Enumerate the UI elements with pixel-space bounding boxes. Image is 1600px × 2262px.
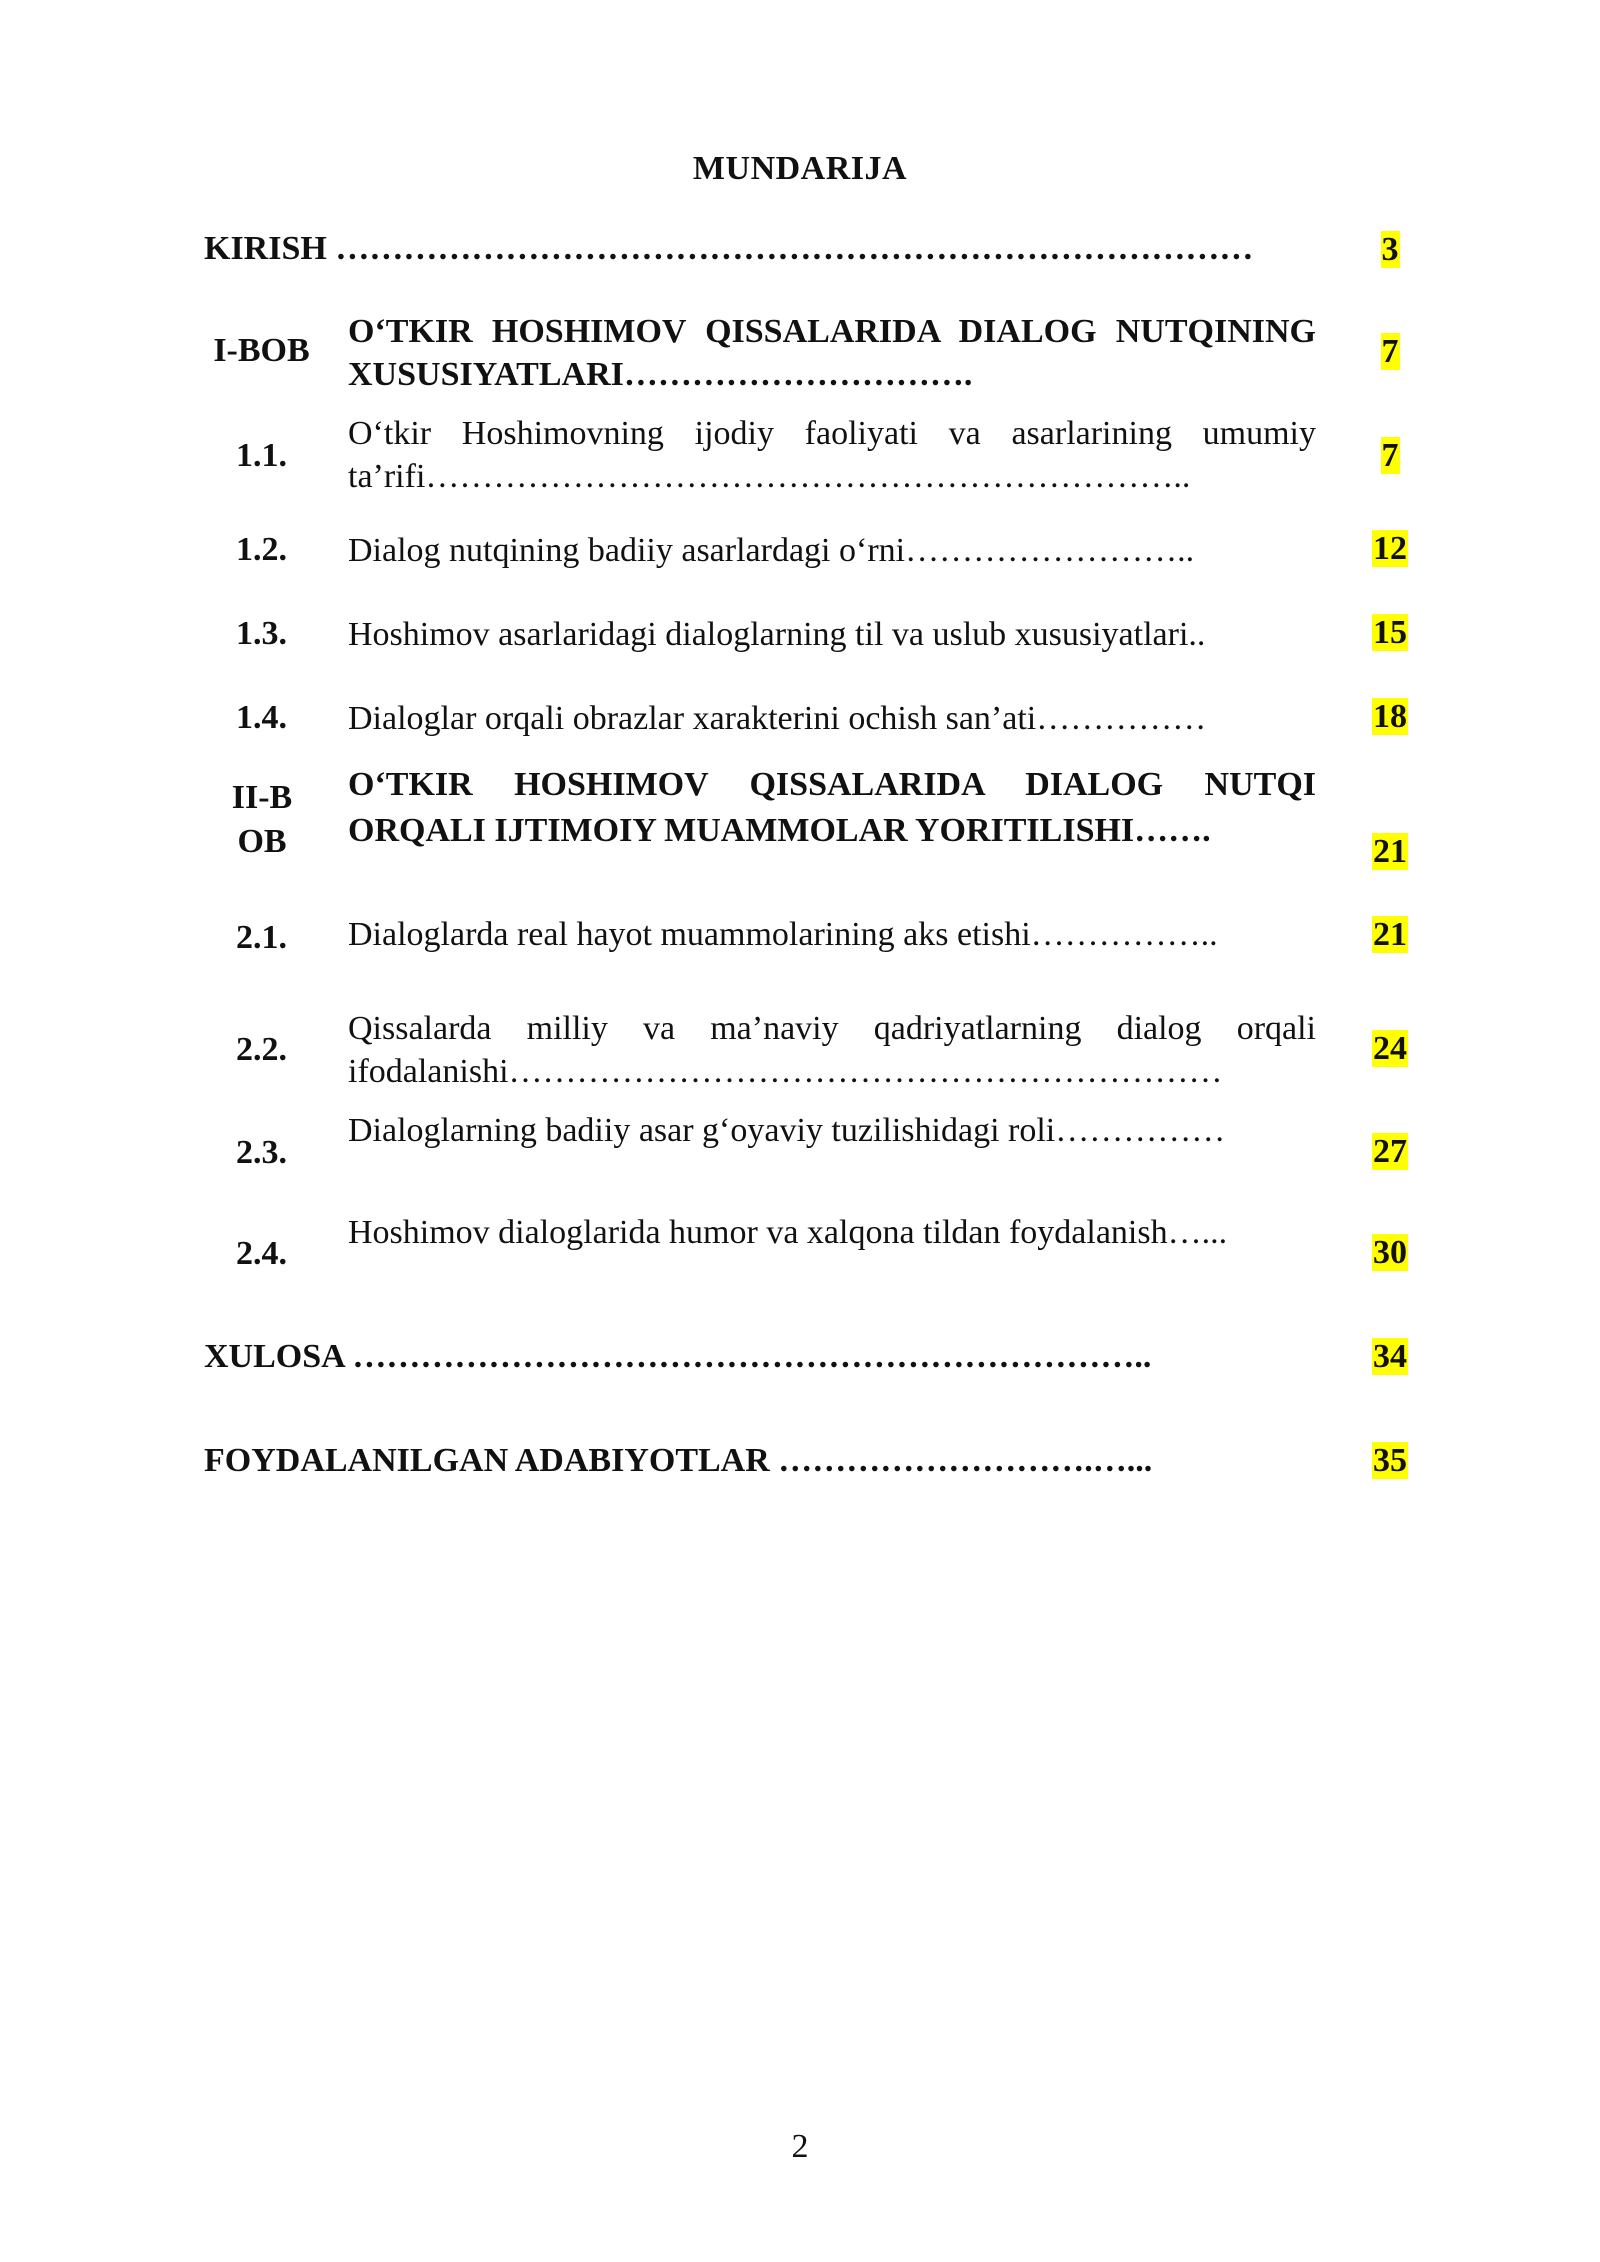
toc-entry-text: Hoshimov dialoglarida humor va xalqona tildan foydalanish…... xyxy=(348,1214,1228,1251)
toc-entry-text: O‘TKIR HOSHIMOV QISSALARIDA DIALOG NUTQI ORQALI IJTIMOIY MUAMMOLAR YORITILISHI……. xyxy=(348,766,1316,849)
toc-page-number: 12 xyxy=(1373,530,1407,567)
toc-entry-number: 2.1. xyxy=(236,919,287,956)
toc-page-number: 15 xyxy=(1373,614,1407,651)
toc-entry-text: Qissalarda milliy va ma’naviy qadriyatlarning dialog orqali ifodalanishi……………………………………………………… xyxy=(348,1010,1316,1090)
toc-entry-number: 2.3. xyxy=(236,1134,287,1171)
toc-page-number: 30 xyxy=(1373,1234,1407,1271)
toc-entry-text: KIRISH ……………………………………………………………………… xyxy=(204,230,1254,267)
toc-entry-number: 1.2. xyxy=(236,531,287,568)
toc-entry-text: Hoshimov asarlaridagi dialoglarning til va uslub xususiyatlari.. xyxy=(348,616,1206,653)
toc-entry-number: I-BOB xyxy=(213,332,310,369)
toc-page-number: 24 xyxy=(1373,1030,1407,1067)
toc-entry-text: FOYDALANILGAN ADABIYOTLAR ……………………….…... xyxy=(204,1442,1153,1479)
page-number: 2 xyxy=(791,2128,809,2165)
toc-page-number: 21 xyxy=(1373,916,1407,953)
toc-entry-number: 2.4. xyxy=(236,1235,287,1272)
toc-page-number: 35 xyxy=(1373,1442,1407,1479)
toc-entry-number: 1.3. xyxy=(236,615,287,652)
toc-page-number: 27 xyxy=(1373,1133,1407,1170)
toc-page-number: 34 xyxy=(1373,1338,1407,1375)
toc-entry-text: Dialoglarda real hayot muammolarining aks etishi…………….. xyxy=(348,916,1218,953)
toc-entry-text: XULOSA …………………………………………………………….. xyxy=(204,1338,1152,1375)
toc-entry-text: Dialog nutqining badiiy asarlardagi o‘rni…………………….. xyxy=(348,532,1195,569)
toc-entry-number: 2.2. xyxy=(236,1031,287,1068)
toc-page-number: 18 xyxy=(1373,698,1407,735)
toc-page-number: 21 xyxy=(1373,833,1407,870)
toc-entry-number: II-BOB xyxy=(231,779,293,860)
toc-entry-text: O‘TKIR HOSHIMOV QISSALARIDA DIALOG NUTQINING XUSUSIYATLARI…………………………. xyxy=(348,313,1316,393)
toc-page-number: 7 xyxy=(1381,437,1399,474)
toc-page-number: 7 xyxy=(1381,333,1399,370)
toc-entry-number: 1.1. xyxy=(236,437,287,474)
toc-entry-text: Dialoglar orqali obrazlar xarakterini ochish san’ati…………… xyxy=(348,700,1207,737)
toc-entry-number: 1.4. xyxy=(236,699,287,736)
toc-entry-text: Dialoglarning badiiy asar g‘oyaviy tuzilishidagi roli…………… xyxy=(348,1112,1226,1149)
toc-page-number: 3 xyxy=(1381,231,1399,268)
toc-title: MUNDARIJA xyxy=(692,150,908,187)
toc-entry-text: O‘tkir Hoshimovning ijodiy faoliyati va asarlarining umumiy ta’rifi………………………………………………………….. xyxy=(348,415,1316,495)
